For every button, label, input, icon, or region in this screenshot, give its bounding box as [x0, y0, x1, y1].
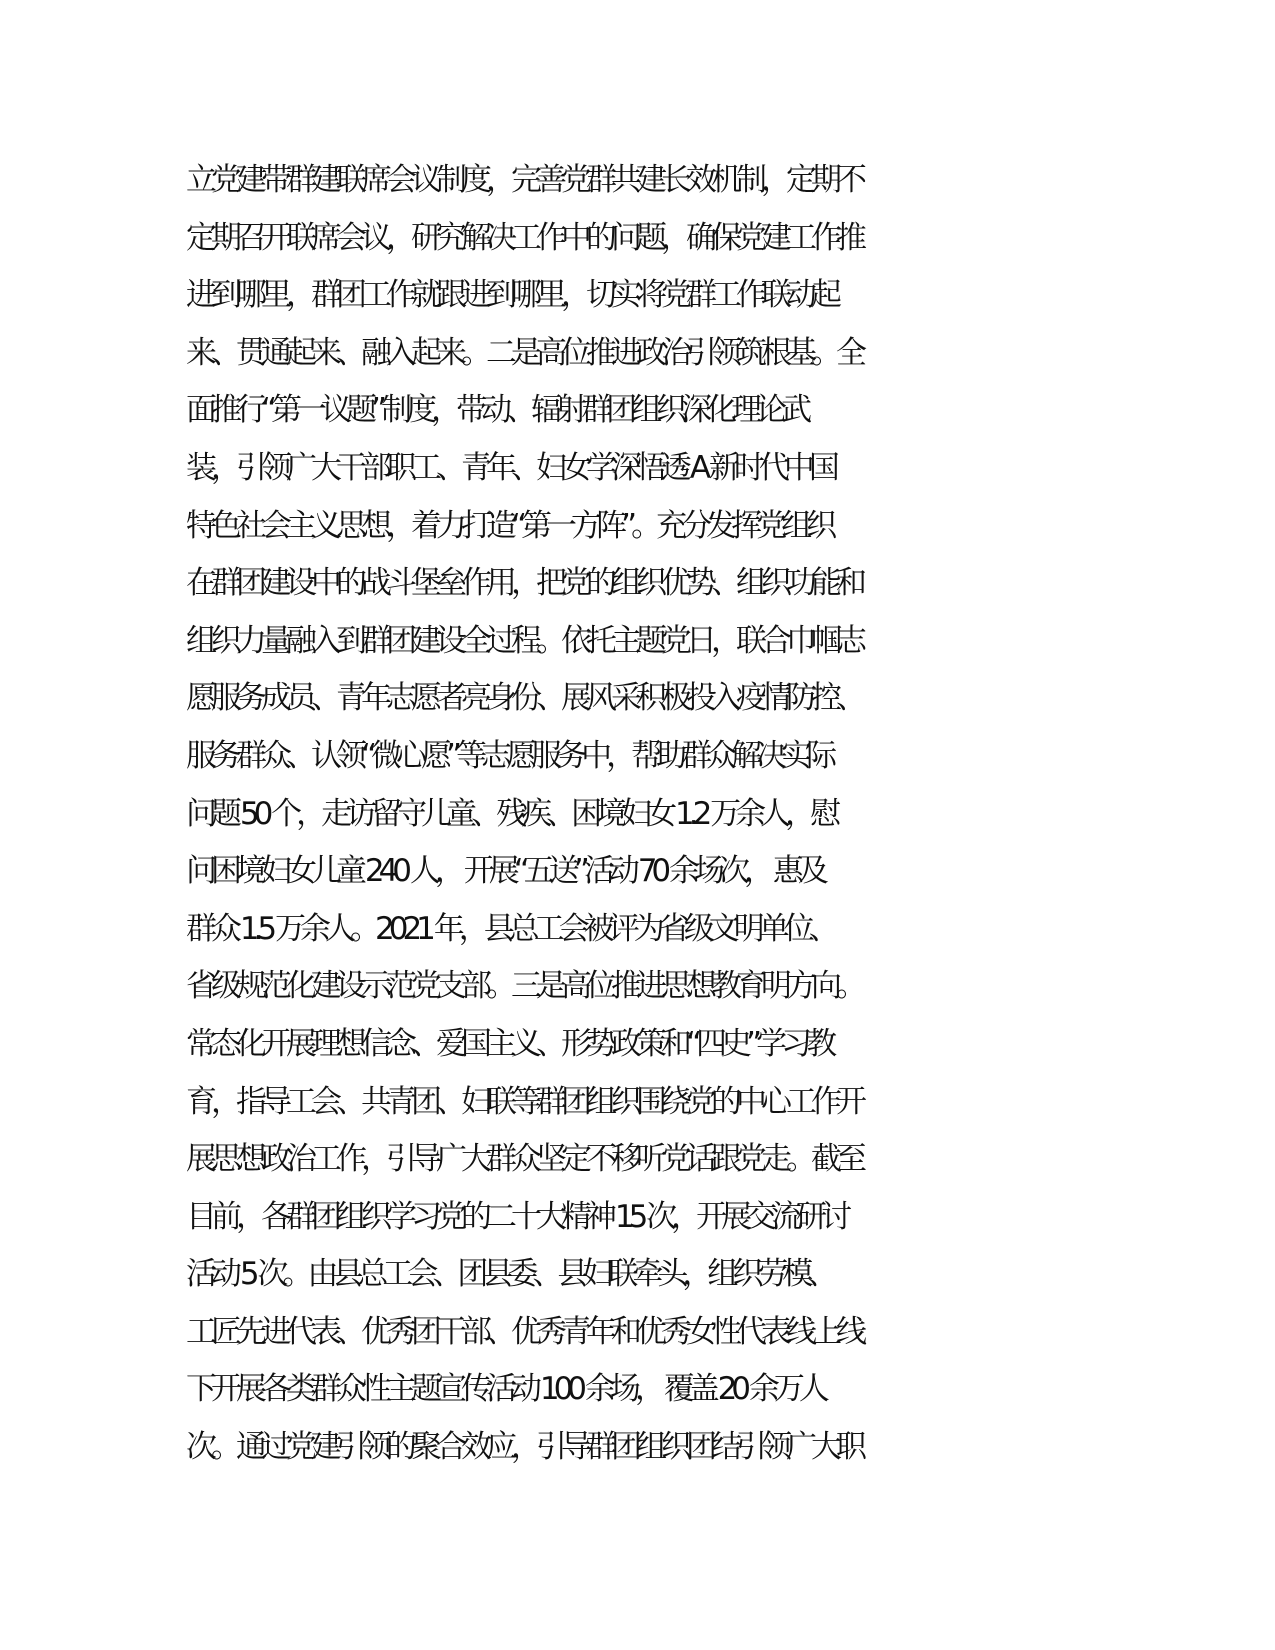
- text-line: 育，指导工会、共青团、妇联等群团组织围绕党的中心工作开: [186, 1083, 861, 1120]
- text-line: 进到哪里，群团工作就跟进到哪里，切实将党群工作联动起: [186, 277, 836, 314]
- text-line: 特色社会主义思想，着力打造“第一方阵”。充分发挥党组织: [186, 507, 832, 544]
- text-line: 定期召开联席会议，研究解决工作中的问题，确保党建工作推: [186, 219, 861, 256]
- text-line: 立党建带群建联席会议制度，完善党群共建长效机制，定期不: [186, 162, 861, 198]
- text-line: 装，引领广大干部职工、青年、妇女学深悟透 A 新时代中国: [186, 449, 834, 486]
- text-line: 工匠先进代表、优秀团干部、优秀青年和优秀女性代表线上线: [186, 1313, 861, 1350]
- text-line: 来、贯通起来、融入起来。二是高位推进政治引领筑根基。全: [186, 334, 861, 371]
- text-line: 次。通过党建引领的聚合效应，引导群团组织团结引领广大职: [186, 1429, 861, 1466]
- text-line: 活动 5 次。由县总工会、团县委、县妇联牵头，组织劳模、: [186, 1256, 833, 1293]
- text-line: 组织力量融入到群团建设全过程。依托主题党日，联合巾帼志: [186, 622, 861, 659]
- text-line: 问题 50 个，走访留守儿童、残疾、困境妇女 1.2 万余人，慰: [186, 795, 836, 832]
- text-line: 省级规范化建设示范党支部。三是高位推进思想教育明方向。: [186, 968, 861, 1005]
- text-line: 目前，各群团组织学习党的二十大精神 15 次，开展交流研讨: [186, 1198, 847, 1235]
- text-line: 问困境妇女儿童 240 人， 开展“五送”活动 70 余场次， 惠及: [186, 853, 823, 890]
- text-line: 愿服务成员、青年志愿者亮身份、展风采积极投入疫情防控、: [186, 680, 861, 717]
- text-line: 服务群众、认领“微心愿”等志愿服务中，帮助群众解决实际: [186, 737, 832, 774]
- text-line: 展思想政治工作，引导广大群众坚定不移听党话跟党走。截至: [186, 1141, 861, 1178]
- text-line: 面推行“第一议题”制度，带动、辐射群团组织深化理论武: [186, 392, 807, 429]
- text-line: 在群团建设中的战斗堡垒作用，把党的组织优势、组织功能和: [186, 565, 861, 602]
- text-line: 群众 1.5 万余人。2021 年，县总工会被评为省级文明单位、: [186, 910, 834, 947]
- text-line: 下开展各类群众性主题宣传活动 100 余场， 覆盖 20 余万人: [186, 1371, 824, 1408]
- text-line: 常态化开展理想信念、爱国主义、形势政策和“四史”学习教: [186, 1025, 832, 1062]
- body-paragraph: [186, 152, 1096, 1477]
